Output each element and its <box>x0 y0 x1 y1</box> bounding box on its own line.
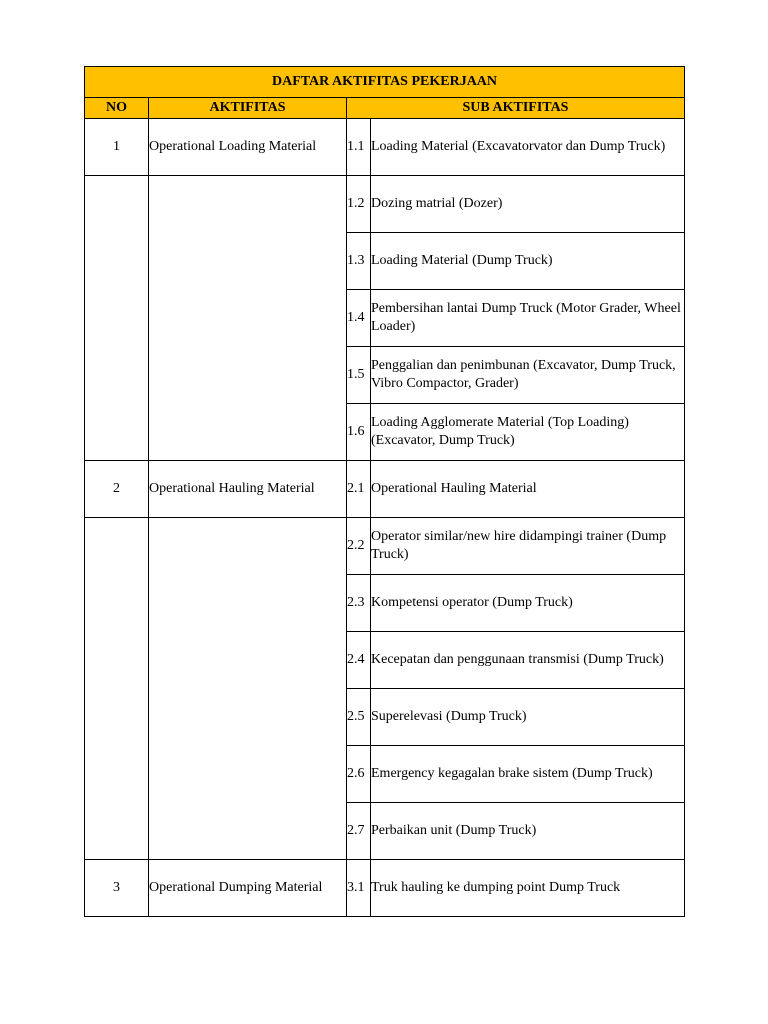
sub-number: 2.2 <box>347 518 371 575</box>
sub-aktifitas-text: Loading Material (Dump Truck) <box>371 233 685 290</box>
row-no <box>85 803 149 860</box>
sub-number: 1.2 <box>347 176 371 233</box>
sub-aktifitas-text: Kecepatan dan penggunaan transmisi (Dump Truck) <box>371 632 685 689</box>
row-aktifitas <box>149 746 347 803</box>
sub-number: 2.6 <box>347 746 371 803</box>
row-aktifitas <box>149 803 347 860</box>
table-row <box>85 518 685 575</box>
sub-number: 2.4 <box>347 632 371 689</box>
row-aktifitas <box>149 404 347 461</box>
sub-aktifitas-text: Kompetensi operator (Dump Truck) <box>371 575 685 632</box>
table-row <box>85 689 685 746</box>
sub-number: 2.1 <box>347 461 371 518</box>
row-no <box>85 575 149 632</box>
table-row <box>85 803 685 860</box>
sub-aktifitas-text: Superelevasi (Dump Truck) <box>371 689 685 746</box>
row-aktifitas <box>149 347 347 404</box>
row-no: 3 <box>85 860 149 917</box>
row-no <box>85 347 149 404</box>
table-row <box>85 347 685 404</box>
sub-aktifitas-text: Perbaikan unit (Dump Truck) <box>371 803 685 860</box>
sub-aktifitas-text: Penggalian dan penimbunan (Excavator, Dump Truck, Vibro Compactor, Grader) <box>371 347 685 404</box>
header-sub-aktifitas: SUB AKTIFITAS <box>347 98 685 119</box>
row-no: 1 <box>85 119 149 176</box>
sub-aktifitas-text: Truk hauling ke dumping point Dump Truck <box>371 860 685 917</box>
row-aktifitas: Operational Hauling Material <box>149 461 347 518</box>
row-no: 2 <box>85 461 149 518</box>
row-aktifitas <box>149 518 347 575</box>
sub-number: 1.3 <box>347 233 371 290</box>
sub-aktifitas-text: Operator similar/new hire didampingi trainer (Dump Truck) <box>371 518 685 575</box>
sub-number: 1.4 <box>347 290 371 347</box>
row-aktifitas <box>149 689 347 746</box>
table-title: DAFTAR AKTIFITAS PEKERJAAN <box>85 67 685 98</box>
sub-number: 1.6 <box>347 404 371 461</box>
table-row <box>85 746 685 803</box>
table-row <box>85 632 685 689</box>
sub-aktifitas-text: Loading Material (Excavatorvator dan Dump Truck) <box>371 119 685 176</box>
header-aktifitas: AKTIFITAS <box>149 98 347 119</box>
sub-aktifitas-text: Dozing matrial (Dozer) <box>371 176 685 233</box>
activity-table <box>84 66 685 917</box>
row-no <box>85 176 149 233</box>
table-row <box>85 119 685 176</box>
row-aktifitas <box>149 233 347 290</box>
sub-aktifitas-text: Loading Agglomerate Material (Top Loading) (Excavator, Dump Truck) <box>371 404 685 461</box>
sub-number: 1.5 <box>347 347 371 404</box>
table-row <box>85 233 685 290</box>
table-row <box>85 575 685 632</box>
row-no <box>85 233 149 290</box>
table-row <box>85 404 685 461</box>
sub-aktifitas-text: Operational Hauling Material <box>371 461 685 518</box>
row-aktifitas: Operational Dumping Material <box>149 860 347 917</box>
header-no: NO <box>85 98 149 119</box>
table-row <box>85 290 685 347</box>
sub-aktifitas-text: Pembersihan lantai Dump Truck (Motor Grader, Wheel Loader) <box>371 290 685 347</box>
row-aktifitas <box>149 575 347 632</box>
table-row <box>85 860 685 917</box>
row-no <box>85 689 149 746</box>
row-no <box>85 746 149 803</box>
row-aktifitas <box>149 176 347 233</box>
sub-number: 3.1 <box>347 860 371 917</box>
row-aktifitas <box>149 290 347 347</box>
table-row <box>85 461 685 518</box>
row-aktifitas: Operational Loading Material <box>149 119 347 176</box>
sub-number: 1.1 <box>347 119 371 176</box>
sub-aktifitas-text: Emergency kegagalan brake sistem (Dump Truck) <box>371 746 685 803</box>
row-no <box>85 632 149 689</box>
sub-number: 2.7 <box>347 803 371 860</box>
row-no <box>85 518 149 575</box>
row-aktifitas <box>149 632 347 689</box>
row-no <box>85 404 149 461</box>
sub-number: 2.3 <box>347 575 371 632</box>
row-no <box>85 290 149 347</box>
sub-number: 2.5 <box>347 689 371 746</box>
table-row <box>85 176 685 233</box>
